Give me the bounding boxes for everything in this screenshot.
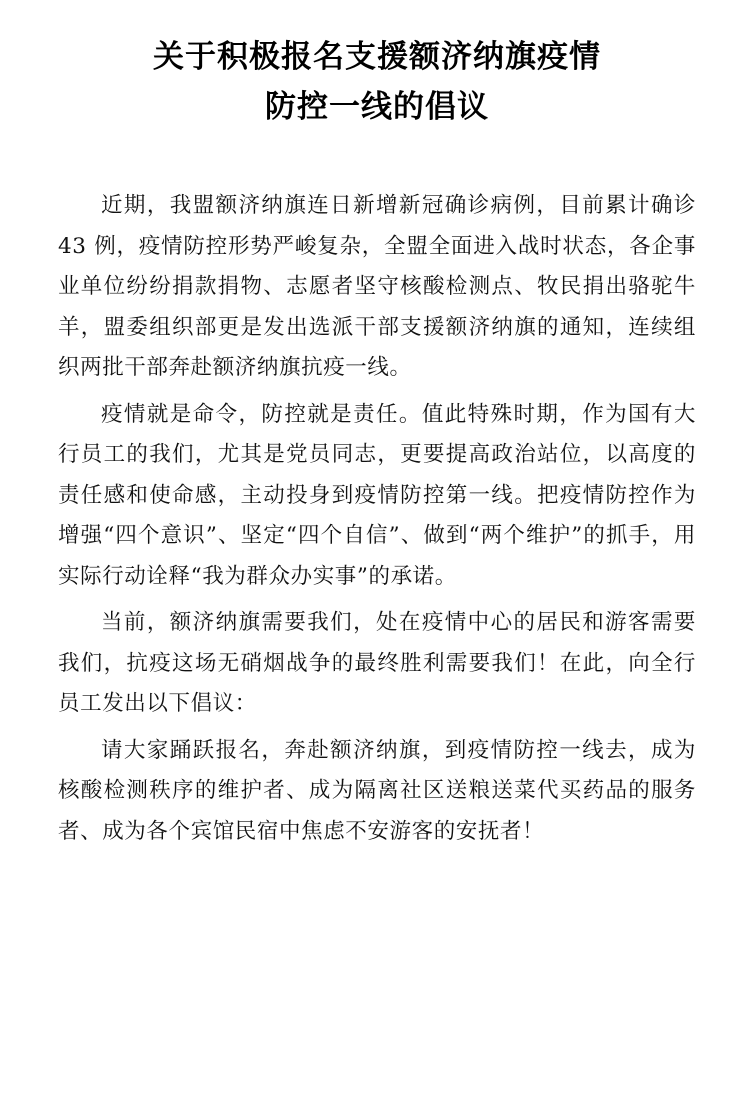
title-line-2: 防控一线的倡议 — [265, 89, 489, 125]
document-title — [58, 32, 696, 132]
paragraph-1: 近期，我盟额济纳旗连日新增新冠确诊病例，目前累计确诊 43 例，疫情防控形势严峻复杂，全盟全面进入战时状态，各企事业单位纷纷捐款捐物、志愿者坚守核酸检测点、牧民捐出骆驼牛羊，盟委组织部更是发出选派干部支援额济纳旗的通知，连续组织两批干部奔赴额济纳旗抗疫一线。 — [58, 193, 696, 380]
document-body — [58, 186, 696, 852]
title-line-1: 关于积极报名支援额济纳旗疫情 — [153, 39, 601, 75]
paragraph-4: 请大家踊跃报名，奔赴额济纳旗，到疫情防控一线去，成为核酸检测秩序的维护者、成为隔离社区送粮送菜代买药品的服务者、成为各个宾馆民宿中焦虑不安游客的安抚者！ — [58, 737, 696, 844]
paragraph-2: 疫情就是命令，防控就是责任。值此特殊时期，作为国有大行员工的我们，尤其是党员同志，更要提高政治站位，以高度的责任感和使命感，主动投身到疫情防控第一线。把疫情防控作为增强“四个意识”、坚定“四个自信”、做到“两个维护”的抓手，用实际行动诠释“我为群众办实事”的承诺。 — [58, 401, 696, 589]
paragraph-3: 当前，额济纳旗需要我们，处在疫情中心的居民和游客需要我们，抗疫这场无硝烟战争的最终胜利需要我们！在此，向全行员工发出以下倡议： — [58, 610, 696, 716]
